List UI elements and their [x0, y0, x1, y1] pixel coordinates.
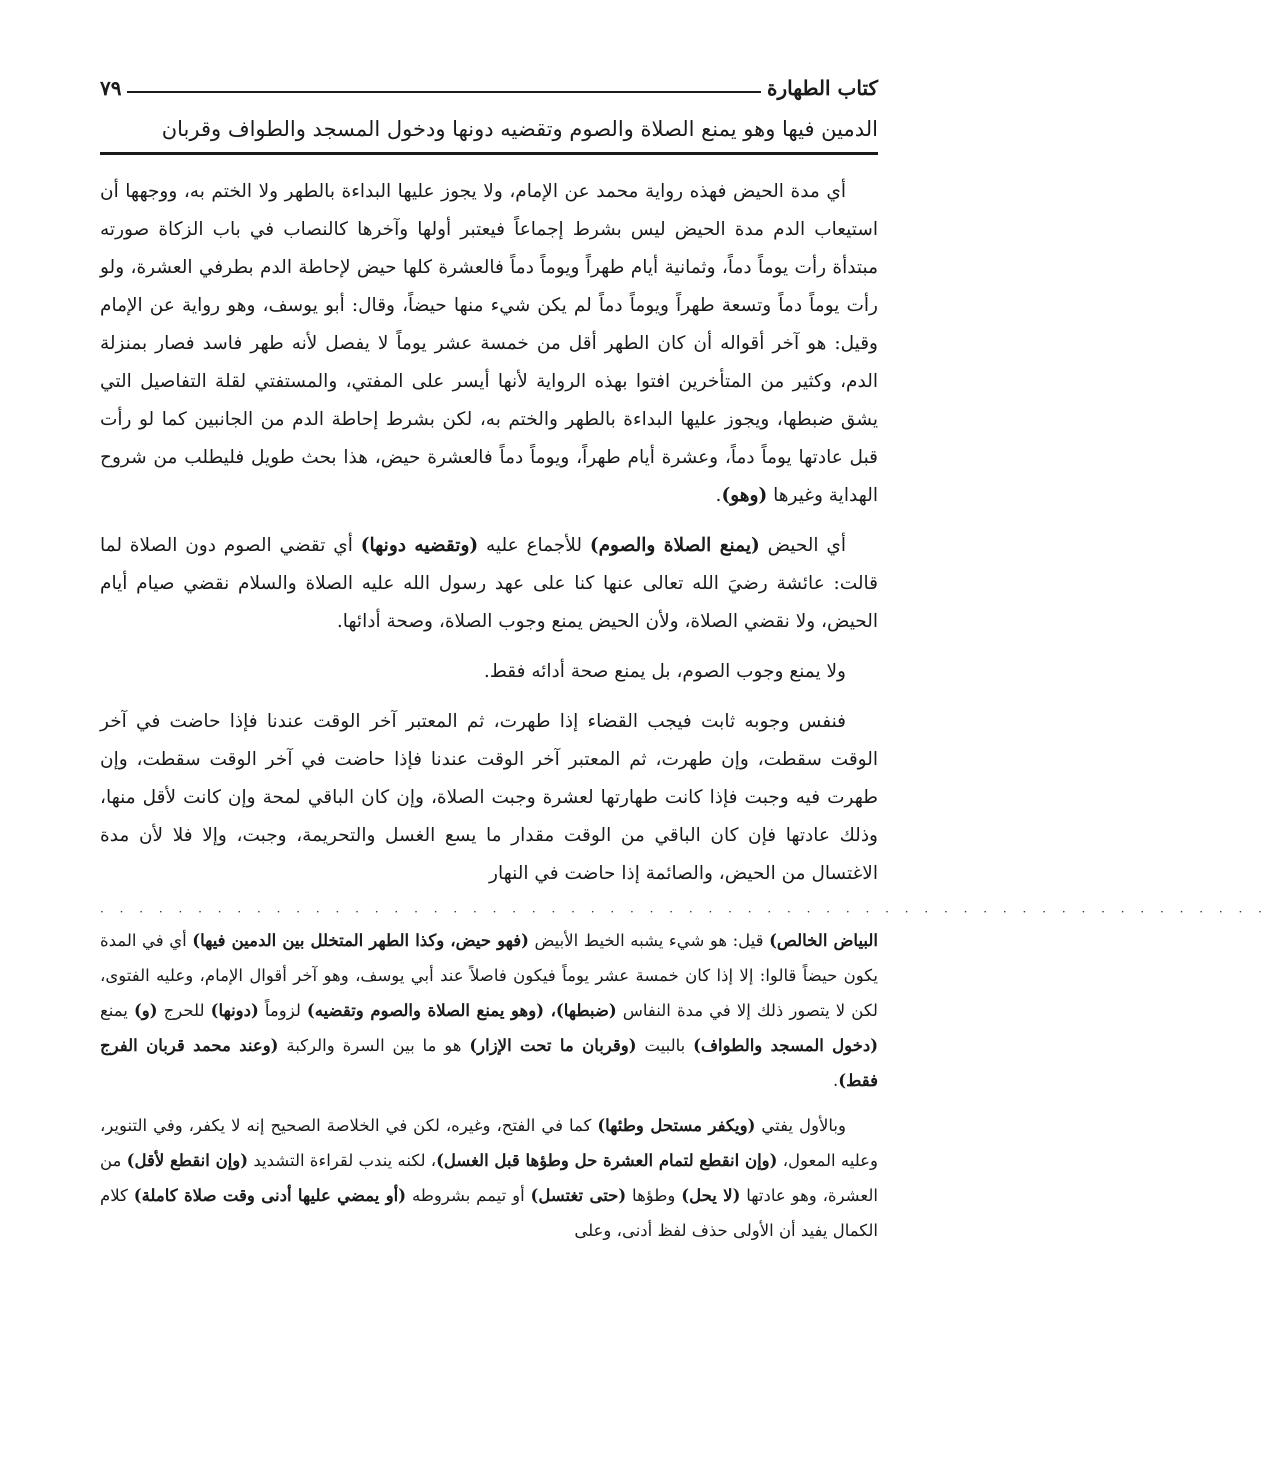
book-title: كتاب الطهارة [767, 76, 878, 100]
footnote-paragraph-1: البياض الخالص) قيل: هو شيء يشبه الخيط الأبيض (فهو حيض، وكذا الطهر المتخلل بين الدمين فيها) أي في المدة يكون حيضاً قالوا: إلا إذا كان خمسة عشر يوماً فيكون فاصلاً عند أبي يوسف، وهو آخر أقوال الإمام، وعليه الفتوى، لكن لا يتصور ذلك إلا في مدة النفاس (ضبطها)، (وهو يمنع الصلاة والصوم وتقضيه) لزوماً (دونها) للحرج (و) يمنع (دخول المسجد والطواف) بالبيت (وقربان ما تحت الإزار) هو ما بين السرة والركبة (وعند محمد قربان الفرج فقط). [100, 931, 879, 1090]
commentary-paragraph-3: ولا يمنع وجوب الصوم، بل يمنع صحة أدائه فقط. [483, 661, 846, 682]
running-header [100, 72, 878, 104]
footnote-separator: · · · · · · · · · · · · · · · · · · · · · · · · · · · · · · · · · · · · · · · · · · · · · · · · · · · · · · · · · · · · [100, 905, 1268, 919]
commentary-paragraph-1: أي مدة الحيض فهذه رواية محمد عن الإمام، ولا يجوز عليها البداءة بالطهر ولا الختم به، ووجهها أن استيعاب الدم مدة الحيض ليس بشرط إجماعاً فيعتبر أولها وآخرها كالنصاب في باب الزكاة صورته مبتدأة رأت يوماً دماً، وثمانية أيام طهراً ويوماً دماً فالعشرة كلها حيض لإحاطة الدم بطرفي العشرة، ولو رأت يوماً دماً وتسعة طهراً ويوماً دماً لم يكن شيء منها حيضاً، وقال: أبو يوسف، وهو رواية عن الإمام وقيل: هو آخر أقواله أن كان الطهر أقل من خمسة عشر يوماً لا يفصل لأنه طهر فاسد فصار بمنزلة الدم، وكثير من المتأخرين افتوا بهذه الرواية لأنها أيسر على المفتي، والمستفتي لقلة التفاصيل التي يشق ضبطها، ويجوز عليها البداءة بالطهر والختم به، لكن بشرط إحاطة الدم من الجانبين كما لو رأت قبل عادتها يوماً دماً، وعشرة أيام طهراً، ويوماً دماً فالعشرة حيض، هذا بحث طويل فليطلب من شروح الهداية وغيرها (وهو). [100, 181, 878, 506]
commentary-paragraph-4: فنفس وجوبه ثابت فيجب القضاء إذا طهرت، ثم المعتبر آخر الوقت عندنا فإذا حاضت في آخر الوقت سقطت، وإن طهرت، ثم المعتبر آخر الوقت عندنا فإذا حاضت في آخر الوقت سقطت، وإن طهرت فيه وجبت فإذا كانت طهارتها لعشرة وجبت الصلاة، وإن كان الباقي لمحة وإن كانت لأقل منها، وذلك عادتها فإن كان الباقي من الوقت مقدار ما يسع الغسل والتحريمة، وجبت، وإلا فلا لأن مدة الاغتسال من الحيض، والصائمة إذا حاضت في النهار [100, 711, 878, 884]
page [100, 72, 1268, 1258]
page-number: ٧٩ [100, 76, 122, 100]
footnote-paragraph-2: وبالأول يفتي (ويكفر مستحل وطئها) كما في الفتح، وغيره، لكن في الخلاصة الصحيح إنه لا يكفر، وفي التنوير، وعليه المعول، (وإن انقطع لتمام العشرة حل وطؤها قبل الغسل)، لكنه يندب لقراءة التشديد (وإن انقطع لأقل) من العشرة، وهو عادتها (لا يحل) وطؤها (حتى تغتسل) أو تيمم بشروطه (أو يمضي عليها أدنى وقت صلاة كاملة) كلام الكمال يفيد أن الأولى حذف لفظ أدنى، وعلى [100, 1116, 878, 1240]
commentary-paragraph-2: أي الحيض (يمنع الصلاة والصوم) للأجماع عليه (وتقضيه دونها) أي تقضي الصوم دون الصلاة لما قالت: عائشة رضيَ الله تعالى عنها كنا على عهد رسول الله عليه الصلاة والسلام نقضي صيام أيام الحيض، ولا نقضي الصلاة، ولأن الحيض يمنع وجوب الصلاة، وصحة أدائها. [100, 535, 878, 632]
commentary [100, 173, 878, 893]
footnotes [100, 923, 878, 1248]
main-text-line: الدمين فيها وهو يمنع الصلاة والصوم وتقضيه دونها ودخول المسجد والطواف وقربان [161, 117, 878, 141]
header-rule [127, 91, 761, 93]
main-text-rule [100, 152, 878, 155]
